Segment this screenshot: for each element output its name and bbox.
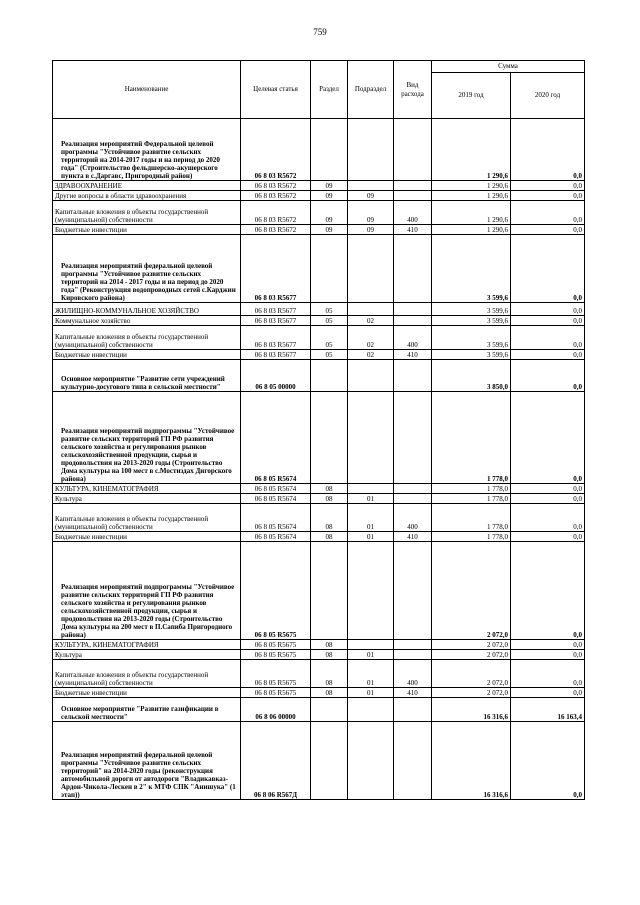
row-name-cell: Капитальные вложения в объекты государственной (муниципальной) собственности <box>53 326 241 350</box>
row-2019-cell: 3 850,0 <box>432 360 511 392</box>
row-2019-cell: 2 072,0 <box>432 640 511 650</box>
row-subsection-cell: 01 <box>348 650 394 660</box>
row-code-cell: 06 8 05 R5674 <box>241 484 311 494</box>
row-section-cell: 08 <box>311 484 348 494</box>
row-section-cell: 05 <box>311 326 348 350</box>
row-2020-cell: 0,0 <box>511 235 585 303</box>
row-code-cell: 06 8 03 R5672 <box>241 225 311 235</box>
row-2020-cell: 16 163,4 <box>511 698 585 722</box>
row-name-cell: Капитальные вложения в объекты государственной (муниципальной) собственности <box>53 660 241 688</box>
row-2019-cell: 16 316,6 <box>432 698 511 722</box>
row-section-cell <box>311 722 348 800</box>
table-row <box>53 640 585 650</box>
row-expense-cell <box>394 316 432 326</box>
row-name-cell: КУЛЬТУРА, КИНЕМАТОГРАФИЯ <box>53 484 241 494</box>
budget-table <box>52 60 585 800</box>
table-row <box>53 660 585 688</box>
row-section-cell: 08 <box>311 660 348 688</box>
row-expense-cell <box>394 191 432 201</box>
table-row <box>53 650 585 660</box>
row-2020-cell: 0,0 <box>511 484 585 494</box>
row-2019-cell: 1 778,0 <box>432 504 511 532</box>
row-subsection-cell <box>348 484 394 494</box>
row-expense-cell: 410 <box>394 532 432 542</box>
row-section-cell: 09 <box>311 191 348 201</box>
row-2019-cell: 1 290,6 <box>432 119 511 181</box>
table-row <box>53 360 585 392</box>
row-2019-cell: 2 072,0 <box>432 688 511 698</box>
row-2020-cell: 0,0 <box>511 542 585 640</box>
row-code-cell: 06 8 03 R5672 <box>241 191 311 201</box>
header-sum: Сумма <box>432 61 585 73</box>
row-subsection-cell: 02 <box>348 350 394 360</box>
row-code-cell: 06 8 05 R5675 <box>241 660 311 688</box>
row-2020-cell: 0,0 <box>511 650 585 660</box>
row-name-cell: КУЛЬТУРА, КИНЕМАТОГРАФИЯ <box>53 640 241 650</box>
row-name-cell: Основное мероприятие "Развитие газификации в сельской местности" <box>53 698 241 722</box>
row-code-cell: 06 8 05 R5675 <box>241 688 311 698</box>
row-2019-cell: 1 778,0 <box>432 392 511 484</box>
row-subsection-cell <box>348 698 394 722</box>
header-code: Целевая статья <box>241 61 311 119</box>
row-section-cell: 08 <box>311 650 348 660</box>
row-name-cell: Капитальные вложения в объекты государственной (муниципальной) собственности <box>53 504 241 532</box>
table-row <box>53 504 585 532</box>
row-2020-cell: 0,0 <box>511 532 585 542</box>
header-2019: 2019 год <box>432 73 511 119</box>
table-row <box>53 722 585 800</box>
row-2019-cell: 3 599,6 <box>432 303 511 316</box>
row-2019-cell: 1 778,0 <box>432 484 511 494</box>
header-expense-type: Вид расхода <box>394 61 432 119</box>
row-expense-cell <box>394 119 432 181</box>
row-section-cell <box>311 698 348 722</box>
row-2020-cell: 0,0 <box>511 504 585 532</box>
row-section-cell: 08 <box>311 504 348 532</box>
row-2020-cell: 0,0 <box>511 392 585 484</box>
row-name-cell: Реализация мероприятий подпрограммы "Устойчивое развитие сельских территорий ГП РФ развития сельского хозяйства и регулирования рынков сельскохозяйственной продукции, сырья и продовольствия на 2013-2020 годы (Строительство Дома культуры на 200 мест в П.Сапиба Пригородного района) <box>53 542 241 640</box>
row-expense-cell: 410 <box>394 225 432 235</box>
header-subsection: Подраздел <box>348 61 394 119</box>
row-section-cell <box>311 392 348 484</box>
row-code-cell: 06 8 05 R5675 <box>241 542 311 640</box>
row-2020-cell: 0,0 <box>511 350 585 360</box>
row-2019-cell: 1 290,6 <box>432 201 511 225</box>
row-subsection-cell <box>348 119 394 181</box>
row-section-cell <box>311 235 348 303</box>
row-code-cell: 06 8 03 R5677 <box>241 326 311 350</box>
table-row <box>53 303 585 316</box>
row-code-cell: 06 8 05 R5674 <box>241 504 311 532</box>
row-code-cell: 06 8 05 R5674 <box>241 392 311 484</box>
row-section-cell: 08 <box>311 494 348 504</box>
row-section-cell: 09 <box>311 201 348 225</box>
row-expense-cell <box>394 392 432 484</box>
row-expense-cell <box>394 494 432 504</box>
table-row <box>53 350 585 360</box>
row-code-cell: 06 8 03 R5677 <box>241 350 311 360</box>
row-subsection-cell <box>348 181 394 191</box>
table-row <box>53 225 585 235</box>
row-name-cell: Бюджетные инвестиции <box>53 350 241 360</box>
row-subsection-cell: 09 <box>348 201 394 225</box>
row-expense-cell: 400 <box>394 660 432 688</box>
row-2020-cell: 0,0 <box>511 201 585 225</box>
row-code-cell: 06 8 06 00000 <box>241 698 311 722</box>
row-2020-cell: 0,0 <box>511 722 585 800</box>
row-code-cell: 06 8 05 R5675 <box>241 640 311 650</box>
row-2020-cell: 0,0 <box>511 225 585 235</box>
row-name-cell: ЗДРАВООХРАНЕНИЕ <box>53 181 241 191</box>
row-2019-cell: 1 778,0 <box>432 532 511 542</box>
row-2020-cell: 0,0 <box>511 326 585 350</box>
row-code-cell: 06 8 06 R567Д <box>241 722 311 800</box>
table-row <box>53 235 585 303</box>
table-row <box>53 392 585 484</box>
row-expense-cell <box>394 484 432 494</box>
row-section-cell: 08 <box>311 640 348 650</box>
table-row <box>53 484 585 494</box>
header-section: Раздел <box>311 61 348 119</box>
row-2020-cell: 0,0 <box>511 660 585 688</box>
row-2020-cell: 0,0 <box>511 688 585 698</box>
row-name-cell: Реализация мероприятий федеральной целевой программы "Устойчивое развитие сельских территорий на 2014 - 2017 годы и на период до 2020 года" (Реконструкция водопроводных сетей с.Карджин Кировского района) <box>53 235 241 303</box>
row-2020-cell: 0,0 <box>511 494 585 504</box>
row-section-cell: 09 <box>311 181 348 191</box>
row-expense-cell <box>394 650 432 660</box>
row-subsection-cell: 01 <box>348 688 394 698</box>
row-name-cell: ЖИЛИЩНО-КОММУНАЛЬНОЕ ХОЗЯЙСТВО <box>53 303 241 316</box>
row-2020-cell: 0,0 <box>511 181 585 191</box>
row-subsection-cell <box>348 722 394 800</box>
table-row <box>53 201 585 225</box>
row-expense-cell <box>394 640 432 650</box>
row-2020-cell: 0,0 <box>511 360 585 392</box>
row-section-cell: 08 <box>311 688 348 698</box>
row-2019-cell: 3 599,6 <box>432 350 511 360</box>
row-expense-cell <box>394 542 432 640</box>
row-section-cell: 05 <box>311 303 348 316</box>
row-code-cell: 06 8 03 R5677 <box>241 303 311 316</box>
row-name-cell: Культура <box>53 650 241 660</box>
table-row <box>53 181 585 191</box>
row-subsection-cell: 09 <box>348 191 394 201</box>
row-name-cell: Реализация мероприятий Федеральной целевой программы "Устойчивое развитие сельских территорий на 2014-2017 годы и на период до 2020 года" (Строительство фельдшерско-акушерского пункта в с.Даргавс, Пригородный район) <box>53 119 241 181</box>
row-2020-cell: 0,0 <box>511 119 585 181</box>
row-name-cell: Другие вопросы в области здравоохранения <box>53 191 241 201</box>
row-subsection-cell: 01 <box>348 660 394 688</box>
row-subsection-cell <box>348 235 394 303</box>
row-2020-cell: 0,0 <box>511 316 585 326</box>
row-expense-cell: 400 <box>394 201 432 225</box>
table-row <box>53 191 585 201</box>
row-code-cell: 06 8 03 R5672 <box>241 201 311 225</box>
row-code-cell: 06 8 03 R5677 <box>241 235 311 303</box>
row-2019-cell: 2 072,0 <box>432 650 511 660</box>
table-row <box>53 316 585 326</box>
row-expense-cell <box>394 722 432 800</box>
row-2019-cell: 2 072,0 <box>432 660 511 688</box>
row-expense-cell <box>394 698 432 722</box>
row-name-cell: Основное мероприятие "Развитие сети учреждений культурно-досугового типа в сельской местности" <box>53 360 241 392</box>
row-expense-cell <box>394 360 432 392</box>
row-expense-cell: 410 <box>394 350 432 360</box>
row-subsection-cell: 02 <box>348 326 394 350</box>
row-2019-cell: 1 290,6 <box>432 191 511 201</box>
row-expense-cell: 410 <box>394 688 432 698</box>
row-2019-cell: 2 072,0 <box>432 542 511 640</box>
table-body <box>53 119 585 800</box>
header-2020: 2020 год <box>511 73 585 119</box>
row-section-cell: 05 <box>311 316 348 326</box>
row-expense-cell <box>394 235 432 303</box>
row-subsection-cell <box>348 542 394 640</box>
row-name-cell: Культура <box>53 494 241 504</box>
row-subsection-cell: 09 <box>348 225 394 235</box>
row-code-cell: 06 8 03 R5677 <box>241 316 311 326</box>
row-expense-cell: 400 <box>394 326 432 350</box>
row-section-cell <box>311 119 348 181</box>
row-section-cell <box>311 360 348 392</box>
row-subsection-cell <box>348 640 394 650</box>
row-name-cell: Бюджетные инвестиции <box>53 688 241 698</box>
row-name-cell: Капитальные вложения в объекты государственной (муниципальной) собственности <box>53 201 241 225</box>
row-2020-cell: 0,0 <box>511 640 585 650</box>
row-section-cell: 09 <box>311 225 348 235</box>
row-code-cell: 06 8 03 R5672 <box>241 119 311 181</box>
row-subsection-cell: 01 <box>348 532 394 542</box>
row-name-cell: Бюджетные инвестиции <box>53 225 241 235</box>
row-2019-cell: 3 599,6 <box>432 326 511 350</box>
row-subsection-cell: 02 <box>348 316 394 326</box>
table-row <box>53 698 585 722</box>
row-name-cell: Реализация мероприятий подпрограммы "Устойчивое развитие сельских территорий ГП РФ развития сельского хозяйства и регулирования рынков сельскохозяйственной продукции, сырья и продовольствия на 2013-2020 годы (Строительство Дома культуры на 100 мест в с.Мостиздах Дигорского района) <box>53 392 241 484</box>
table-row <box>53 326 585 350</box>
table-row <box>53 532 585 542</box>
table-row <box>53 119 585 181</box>
row-code-cell: 06 8 05 R5674 <box>241 532 311 542</box>
row-2019-cell: 1 778,0 <box>432 494 511 504</box>
row-2019-cell: 16 316,6 <box>432 722 511 800</box>
row-subsection-cell <box>348 392 394 484</box>
table-row <box>53 688 585 698</box>
row-expense-cell <box>394 303 432 316</box>
row-section-cell: 05 <box>311 350 348 360</box>
row-subsection-cell <box>348 360 394 392</box>
row-code-cell: 06 8 03 R5672 <box>241 181 311 191</box>
row-2020-cell: 0,0 <box>511 303 585 316</box>
row-expense-cell <box>394 181 432 191</box>
row-subsection-cell: 01 <box>348 494 394 504</box>
row-subsection-cell: 01 <box>348 504 394 532</box>
table-row <box>53 494 585 504</box>
row-subsection-cell <box>348 303 394 316</box>
row-name-cell: Бюджетные инвестиции <box>53 532 241 542</box>
row-section-cell <box>311 542 348 640</box>
row-code-cell: 06 8 05 00000 <box>241 360 311 392</box>
row-code-cell: 06 8 05 R5674 <box>241 494 311 504</box>
row-2019-cell: 3 599,6 <box>432 235 511 303</box>
row-expense-cell: 400 <box>394 504 432 532</box>
row-2020-cell: 0,0 <box>511 191 585 201</box>
row-code-cell: 06 8 05 R5675 <box>241 650 311 660</box>
page-number: 759 <box>313 27 327 37</box>
row-2019-cell: 1 290,6 <box>432 225 511 235</box>
row-2019-cell: 1 290,6 <box>432 181 511 191</box>
row-2019-cell: 3 599,6 <box>432 316 511 326</box>
row-name-cell: Коммунальное хозяйство <box>53 316 241 326</box>
header-name: Наименование <box>53 61 241 119</box>
row-section-cell: 08 <box>311 532 348 542</box>
table-row <box>53 542 585 640</box>
row-name-cell: Реализация мероприятий федеральной целевой программы "Устойчивое развитие сельских территорий" на 2014-2020 годы (реконструкция автомобильной дороги от автодороги "Владикавказ-Ардон-Чикола-Лескен в 2" к МТФ СПК "Анишука" (1 этап)) <box>53 722 241 800</box>
